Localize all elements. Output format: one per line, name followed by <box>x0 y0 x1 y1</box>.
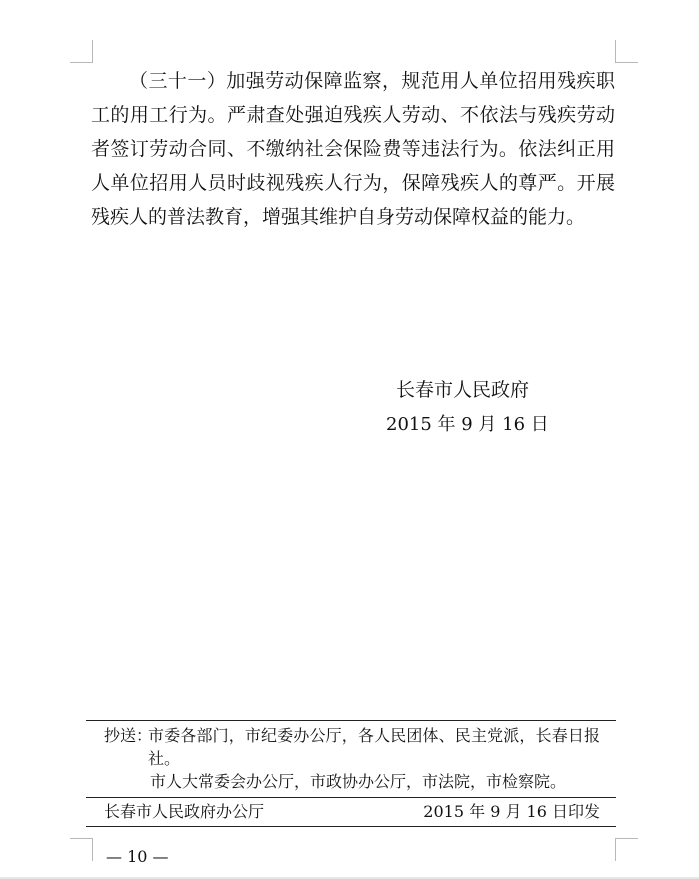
signing-date: 2015 年 9 月 16 日 <box>386 414 549 435</box>
issuing-office: 长春市人民政府办公厅 <box>104 802 265 821</box>
cc-label: 抄送： <box>104 726 153 745</box>
cc-recipients-line-2: 市人大常委会办公厅，市政协办公厅，市法院，市检察院。 <box>150 772 567 791</box>
footer-middle-rule <box>86 797 616 798</box>
crop-mark-top-right <box>615 40 638 63</box>
body-paragraph: （三十一）加强劳动保障监察，规范用人单位招用残疾职工的用工行为。严肃查处强迫残疾人劳动、不依法与残疾劳动者签订劳动合同、不缴纳社会保险费等违法行为。依法纠正用人单位招用人员时歧视残疾人行为，保障残疾人的尊严。开展残疾人的普法教育，增强其维护自身劳动保障权益的能力。 <box>91 70 615 228</box>
issue-date: 2015 年 9 月 16 日印发 <box>423 802 600 821</box>
footer-top-rule <box>86 720 616 721</box>
crop-mark-top-left <box>70 40 93 63</box>
crop-mark-bottom-right <box>615 838 638 861</box>
footer-bottom-rule <box>86 826 616 827</box>
signing-authority: 长春市人民政府 <box>396 379 530 401</box>
page-number: — 10 — <box>106 847 169 866</box>
cc-recipients-line-1: 市委各部门，市纪委办公厅，各人民团体、民主党派，长春日报社。 <box>148 726 600 768</box>
crop-mark-bottom-left <box>70 838 93 861</box>
